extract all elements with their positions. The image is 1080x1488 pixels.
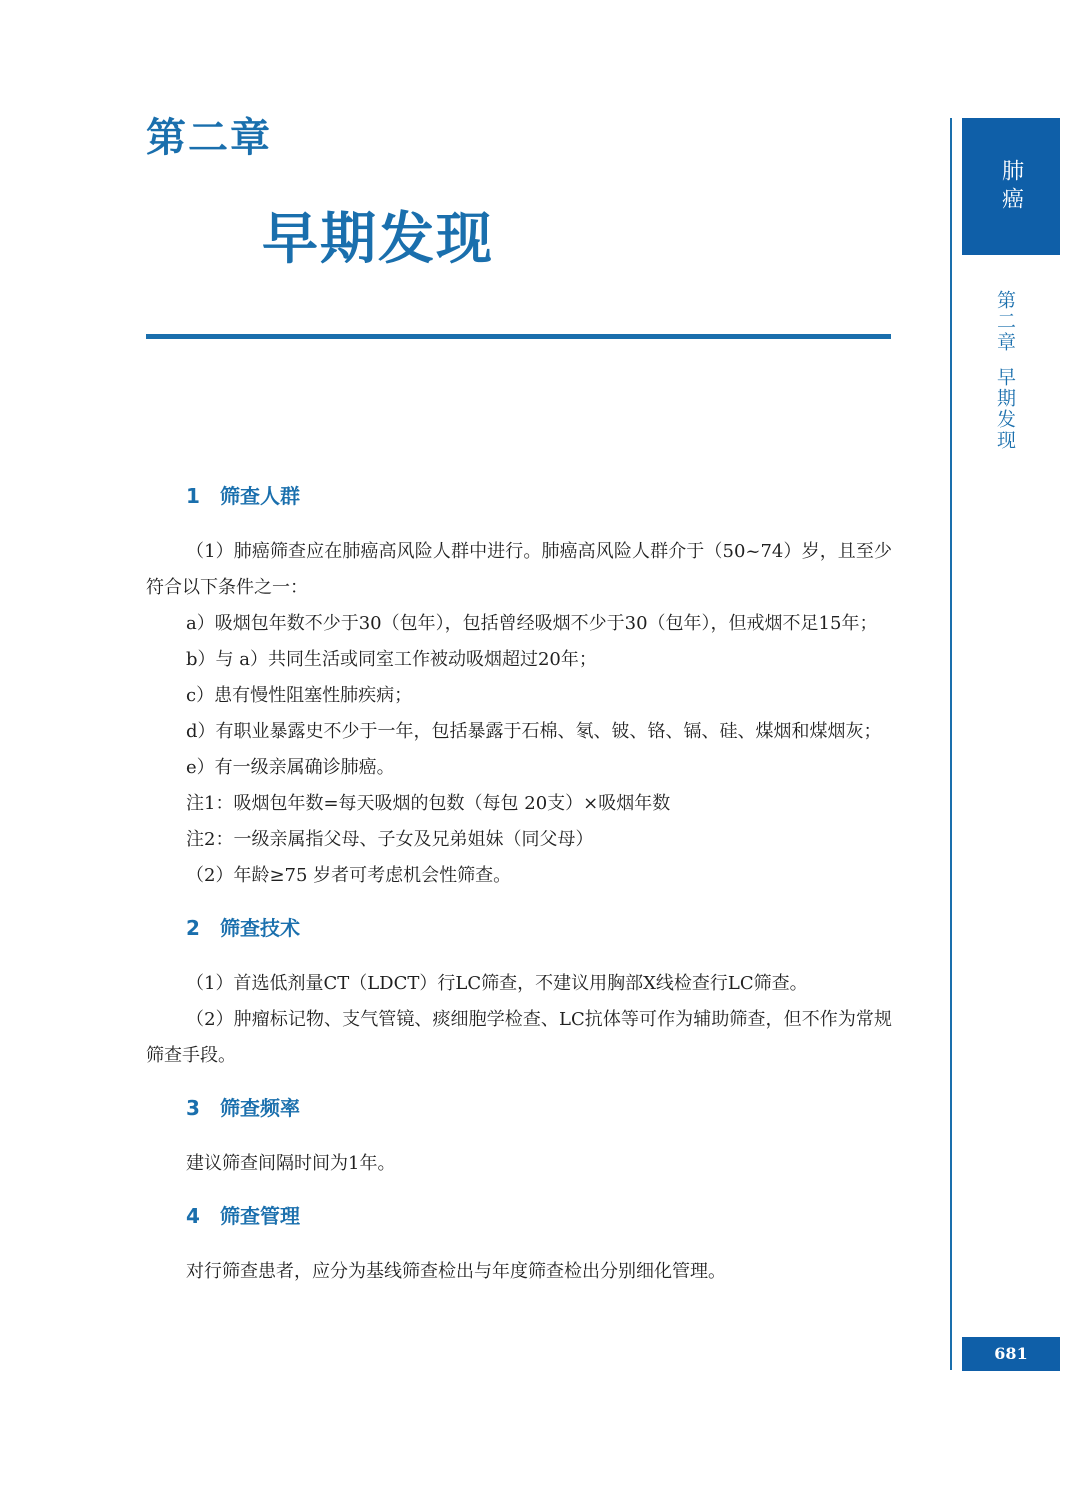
section-title: 筛查技术 <box>220 916 300 940</box>
side-divider-line <box>950 118 952 1370</box>
section-number: 1 <box>186 484 200 508</box>
section-title: 筛查人群 <box>220 484 300 508</box>
paragraph: （1）首选低剂量CT（LDCT）行LC筛查，不建议用胸部X线检查行LC筛查。 <box>186 973 808 994</box>
paragraph: 注2：一级亲属指父母、子女及兄弟姐妹（同父母） <box>186 829 594 850</box>
side-tab <box>962 118 1060 255</box>
page-number: 681 <box>962 1337 1060 1371</box>
paragraph: e）有一级亲属确诊肺癌。 <box>186 757 395 778</box>
side-chapter-title <box>990 290 1020 451</box>
paragraph: a）吸烟包年数不少于30（包年），包括曾经吸烟不少于30（包年），但戒烟不足15年； <box>186 613 878 634</box>
paragraph: （2）年龄≥75 岁者可考虑机会性筛查。 <box>186 865 512 886</box>
paragraph: c）患有慢性阻塞性肺疾病； <box>186 685 413 706</box>
section-heading-4 <box>186 1198 892 1234</box>
section-title: 筛查频率 <box>220 1096 300 1120</box>
chapter-title: 早期发现 <box>262 207 494 272</box>
section-heading-3 <box>186 1090 892 1126</box>
paragraph: （2）肿瘤标记物、支气管镜、痰细胞学检查、LC抗体等可作为辅助筛查，但不作为常规筛查手段。 <box>146 1009 892 1066</box>
paragraph: 注1：吸烟包年数=每天吸烟的包数（每包 20支）×吸烟年数 <box>186 793 671 814</box>
page-body <box>146 478 892 1290</box>
section-heading-2 <box>186 910 892 946</box>
paragraph: b）与 a）共同生活或同室工作被动吸烟超过20年； <box>186 649 597 670</box>
side-title-label: 早期发现 <box>994 367 1016 451</box>
chapter-label: 第二章 <box>146 115 272 161</box>
side-chapter-label: 第二章 <box>994 290 1016 353</box>
section-heading-1 <box>186 478 892 514</box>
section-number: 3 <box>186 1096 200 1120</box>
section-number: 4 <box>186 1204 200 1228</box>
section-number: 2 <box>186 916 200 940</box>
paragraph: 对行筛查患者，应分为基线筛查检出与年度筛查检出分别细化管理。 <box>186 1261 726 1282</box>
paragraph: d）有职业暴露史不少于一年，包括暴露于石棉、氡、铍、铬、镉、硅、煤烟和煤烟灰； <box>186 721 882 742</box>
paragraph: 建议筛查间隔时间为1年。 <box>186 1153 396 1174</box>
side-tab-label: 肺癌 <box>998 158 1024 215</box>
section-title: 筛查管理 <box>220 1204 300 1228</box>
paragraph: （1）肺癌筛查应在肺癌高风险人群中进行。肺癌高风险人群介于（50~74）岁，且至少符合以下条件之一： <box>146 541 892 598</box>
title-divider <box>146 334 891 339</box>
